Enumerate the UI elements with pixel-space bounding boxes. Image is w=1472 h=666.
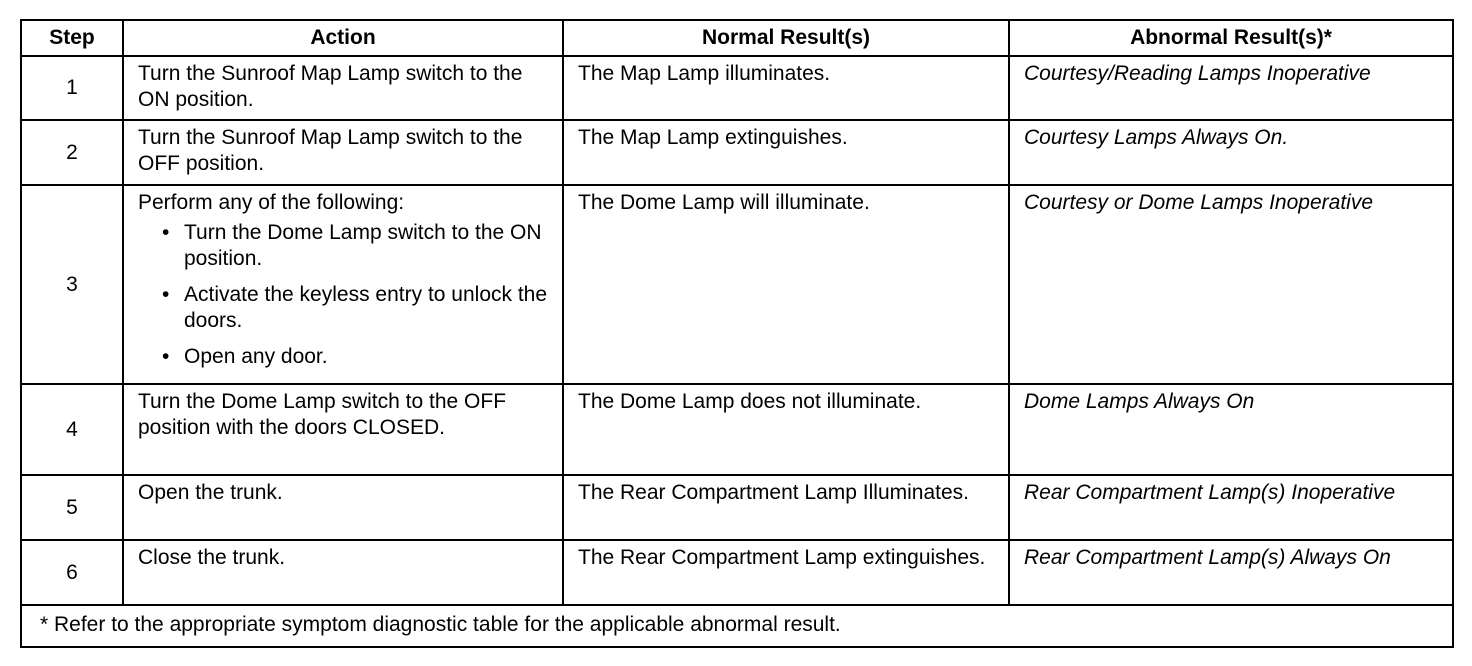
normal-result-cell: The Rear Compartment Lamp Illuminates. [563, 475, 1009, 540]
table-row [21, 540, 1453, 605]
normal-result-cell: The Map Lamp extinguishes. [563, 120, 1009, 185]
header-step: Step [21, 20, 123, 56]
footnote: * Refer to the appropriate symptom diagnostic table for the applicable abnormal result. [21, 605, 1453, 647]
abnormal-result-cell: Rear Compartment Lamp(s) Always On [1009, 540, 1453, 605]
table-row [21, 120, 1453, 185]
action-cell: Turn the Sunroof Map Lamp switch to the OFF position. [123, 120, 563, 185]
header-abnormal-result: Abnormal Result(s)* [1009, 20, 1453, 56]
normal-result-cell: The Dome Lamp does not illuminate. [563, 384, 1009, 475]
step-number: 1 [21, 56, 123, 120]
abnormal-result-cell: Dome Lamps Always On [1009, 384, 1453, 475]
step-number: 2 [21, 120, 123, 185]
step-number: 5 [21, 475, 123, 540]
header-action: Action [123, 20, 563, 56]
action-bullet: • Open any door. [184, 344, 552, 370]
action-bullet: • Activate the keyless entry to unlock the doors. [184, 282, 552, 334]
step-number: 6 [21, 540, 123, 605]
action-cell: Open the trunk. [123, 475, 563, 540]
action-bullet-list [138, 220, 552, 370]
header-row [21, 20, 1453, 56]
action-intro: Perform any of the following: [138, 191, 405, 214]
action-cell: Turn the Dome Lamp switch to the OFF position with the doors CLOSED. [123, 384, 563, 475]
action-cell: Turn the Sunroof Map Lamp switch to the ON position. [123, 56, 563, 120]
table-row [21, 185, 1453, 384]
normal-result-cell: The Map Lamp illuminates. [563, 56, 1009, 120]
table-row [21, 384, 1453, 475]
diagnostic-table [20, 19, 1454, 648]
abnormal-result-cell: Courtesy/Reading Lamps Inoperative [1009, 56, 1453, 120]
action-bullet: • Turn the Dome Lamp switch to the ON position. [184, 220, 552, 272]
normal-result-cell: The Rear Compartment Lamp extinguishes. [563, 540, 1009, 605]
abnormal-result-cell: Courtesy Lamps Always On. [1009, 120, 1453, 185]
header-normal-result: Normal Result(s) [563, 20, 1009, 56]
action-cell [123, 185, 563, 384]
step-number: 3 [21, 185, 123, 384]
table-row [21, 475, 1453, 540]
abnormal-result-cell: Rear Compartment Lamp(s) Inoperative [1009, 475, 1453, 540]
normal-result-cell: The Dome Lamp will illuminate. [563, 185, 1009, 384]
action-cell: Close the trunk. [123, 540, 563, 605]
table-row [21, 56, 1453, 120]
abnormal-result-cell: Courtesy or Dome Lamps Inoperative [1009, 185, 1453, 384]
footnote-row [21, 605, 1453, 647]
step-number: 4 [21, 384, 123, 475]
